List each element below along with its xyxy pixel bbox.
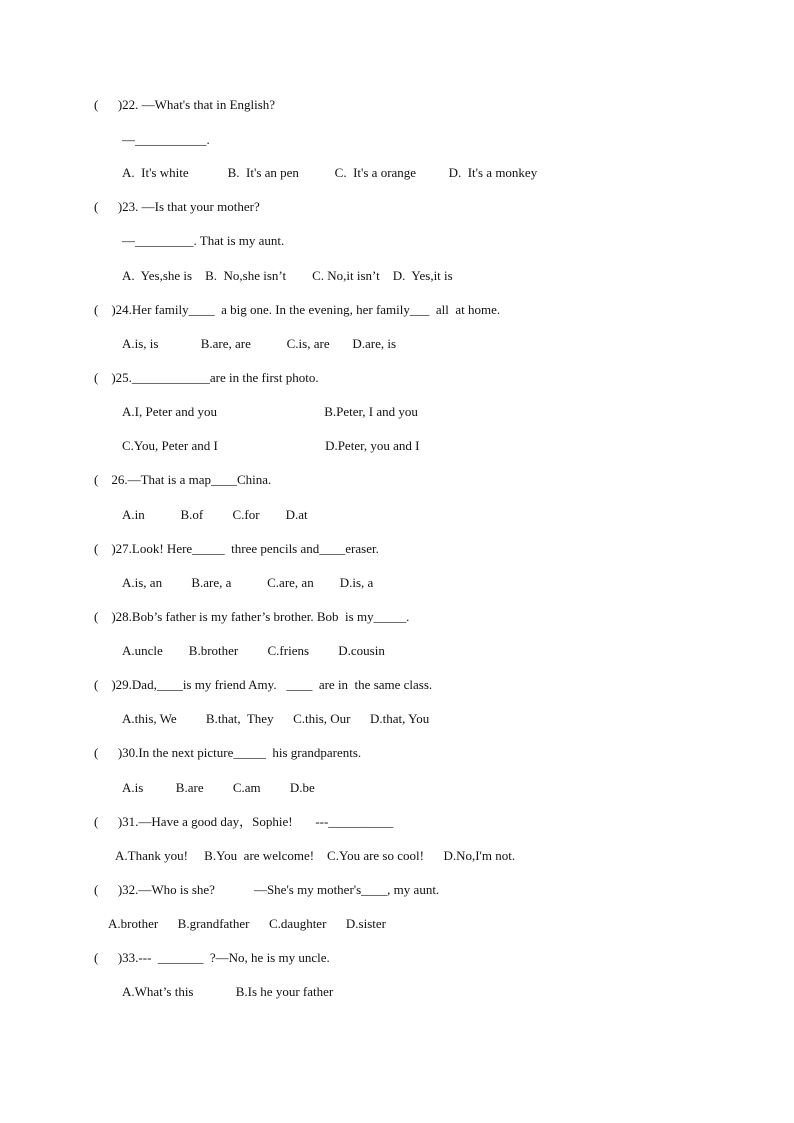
question-30-options: A.is B.are C.am D.be — [122, 780, 315, 795]
question-26-options: A.in B.of C.for D.at — [122, 507, 308, 522]
question-27: ( )27.Look! Here_____ three pencils and____eraser. — [94, 541, 379, 556]
question-23: ( )23. —Is that your mother? — [94, 199, 260, 214]
question-22-options: A. It's white B. It's an pen C. It's a orange D. It's a monkey — [122, 165, 538, 180]
question-24-options: A.is, is B.are, are C.is, are D.are, is — [122, 336, 397, 351]
question-24: ( )24.Her family____ a big one. In the evening, her family___ all at home. — [94, 302, 501, 317]
question-26: ( 26.—That is a map____China. — [94, 472, 272, 487]
question-22: ( )22. —What's that in English? — [94, 97, 276, 112]
question-33-options: A.What’s this B.Is he your father — [122, 984, 334, 999]
question-30: ( )30.In the next picture_____ his grandparents. — [94, 745, 362, 760]
question-23-answer-line: —_________. That is my aunt. — [122, 233, 285, 248]
question-25-options-row-2: C.You, Peter and I D.Peter, you and I — [122, 438, 420, 453]
question-23-options: A. Yes,she is B. No,she isn’t C. No,it isn’t D. Yes,it is — [122, 268, 453, 283]
question-25-options-row-1: A.I, Peter and you B.Peter, I and you — [122, 404, 418, 419]
question-28-options: A.uncle B.brother C.friens D.cousin — [122, 643, 385, 658]
question-27-options: A.is, an B.are, a C.are, an D.is, a — [122, 575, 374, 590]
question-32: ( )32.—Who is she? —She's my mother's____, my aunt. — [94, 882, 440, 897]
question-25: ( )25.____________are in the first photo. — [94, 370, 319, 385]
question-31-options: A.Thank you! B.You are welcome! C.You are so cool! D.No,I'm not. — [115, 848, 516, 863]
question-33: ( )33.--- _______ ?—No, he is my uncle. — [94, 950, 330, 965]
question-29: ( )29.Dad,____is my friend Amy. ____ are in the same class. — [94, 677, 433, 692]
question-31: ( )31.—Have a good day，Sophie! ---__________ — [94, 814, 394, 829]
question-28: ( )28.Bob’s father is my father’s brother. Bob is my_____. — [94, 609, 410, 624]
question-29-options: A.this, We B.that, They C.this, Our D.that, You — [122, 711, 430, 726]
question-32-options: A.brother B.grandfather C.daughter D.sister — [108, 916, 386, 931]
question-22-answer-line: —___________. — [122, 132, 210, 147]
